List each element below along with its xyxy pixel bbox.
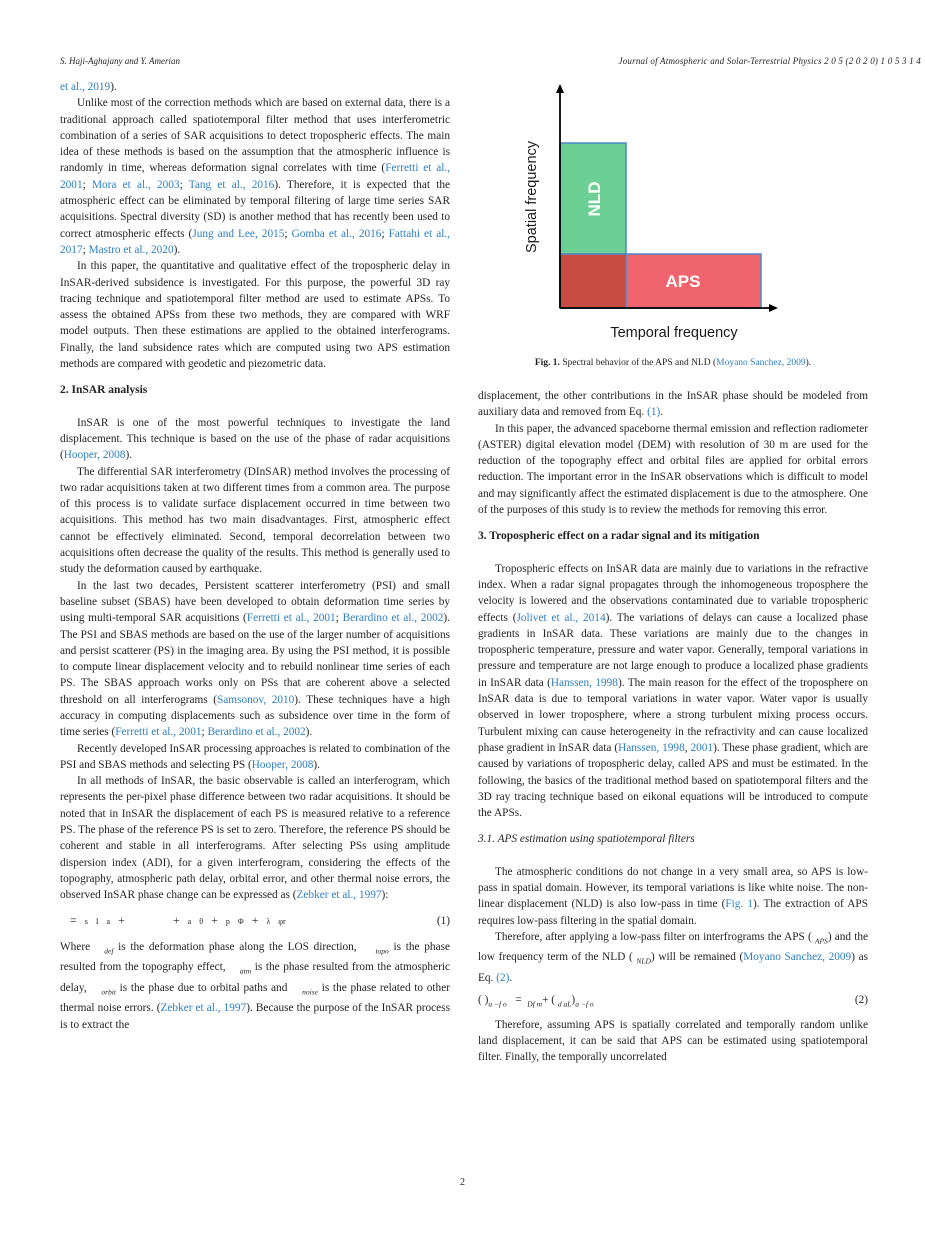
eq-term: a −f o (575, 999, 594, 1009)
citation-link[interactable]: Hooper, 2008 (251, 758, 314, 771)
text: is the phase due to orbital paths and (119, 981, 288, 994)
eq-symbol: + (172, 912, 180, 927)
right-column (478, 79, 868, 1066)
eq-term: a −f o (488, 999, 507, 1009)
citation-link[interactable]: Berardino et al., 2002 (207, 726, 306, 739)
paragraph (60, 578, 450, 741)
paragraph (60, 773, 450, 903)
paragraph (60, 95, 450, 258)
paragraph: The differential SAR interferometry (DInSAR) method involves the processing of two radar acquisitions taken at two different times from a common area. The purpose of this process is to validate surface displacement occurred in time between two acquisitions. This method has two main disadvantages. First, atmospheric effect cannot be effectively eliminated. Second, temporal decorrelation between two acquisitions often decrease the quality of the results. This method is generally used to study the deformation caused by earthquake. (60, 465, 450, 576)
text: , (684, 741, 691, 754)
y-axis-label: Spatial frequency (524, 140, 540, 254)
text: Where (60, 940, 91, 953)
figure-1 (478, 79, 868, 368)
left-column (60, 79, 450, 1033)
section-heading: 3. Tropospheric effect on a radar signal and its mitigation (478, 530, 760, 543)
equation-body (60, 912, 286, 930)
aps-label: APS (665, 272, 701, 291)
text: ; (335, 612, 343, 625)
figure-caption (478, 355, 868, 371)
paragraph (478, 388, 868, 421)
paragraph (60, 939, 450, 1033)
text: ). (110, 81, 117, 93)
text: ). (173, 243, 181, 256)
citation-link[interactable]: Zebker et al., 1997 (296, 889, 382, 902)
citation-link[interactable]: Jung and Lee, 2015 (192, 227, 285, 240)
text: ; (381, 227, 389, 240)
text: In the last two decades, Persistent scatterer interferometry (PSI) and small baseline subset (SBAS) have been developed to obtain deformation time series by using multi-temporal SAR acquisitions ( (60, 579, 450, 625)
eq-term: s I a (84, 916, 111, 926)
page-number: 2 (460, 1177, 465, 1188)
caption-label: Fig. 1. (534, 358, 560, 368)
text: ; (82, 243, 89, 256)
symbol-subscript: topo (375, 946, 389, 956)
citation-link[interactable]: Mastro et al., 2020 (88, 243, 174, 256)
text: ). These phase gradient, which are caused by variations of tropospheric delay, called APS and must be estimated. In the following, the basics of the traditional method based on spatiotemporal filters and the 3D ray tracing technique based on eikonal equations will be introduced to compute the APSs. (478, 741, 868, 820)
paragraph: In this paper, the advanced spaceborne thermal emission and reflection radiometer (ASTER) digital elevation model (DEM) with resolution of 30 m are used for the reduction of the topography effect and orbital files are applied for orbital errors reduction. The important error in the InSAR observations which is difficult to model and may significantly affect the estimated displacement is due to the atmosphere. One of the purposes of this study is to review the methods for removing this error. (478, 422, 868, 517)
eq-symbol: + ( (542, 994, 556, 1007)
text: Unlike most of the correction methods which are based on external data, there is a traditional approach called spatiotemporal filter method that uses interferometric combination of a series of SAR acquisitions to detect tropospheric effects. The main idea of these methods is based on the assumption that the atmospheric influence is randomly in time, whereas deformation signal correlates with time ( (60, 97, 450, 175)
text: InSAR is one of the most powerful techniques to investigate the land displacement. This technique is based on the use of the phase of radar acquisitions ( (60, 416, 450, 462)
text: ; (201, 726, 208, 739)
equation-number: (2) (854, 994, 868, 1007)
figure-link[interactable]: Fig. 1 (725, 898, 753, 911)
symbol-subscript: atm (239, 966, 252, 976)
paragraph (478, 929, 868, 986)
equation-number: (1) (436, 914, 450, 927)
citation-link[interactable]: et al., 2019 (60, 81, 111, 93)
spectral-diagram (478, 79, 868, 349)
citation-link[interactable]: Moyano Sanchez, 2009 (716, 358, 806, 368)
text: ). These techniques have a high accuracy in computing displacements such as subsidence over time in the form of time series ( (60, 693, 451, 739)
citation-link[interactable]: Hanssen, 1998 (550, 676, 618, 689)
citation-link[interactable]: Hanssen, 1998 (618, 741, 685, 754)
section-heading: 2. InSAR analysis (60, 384, 148, 397)
text: is the phase resulted from the atmospheric delay, (60, 961, 450, 994)
text: ). The extraction of APS requires low-pass filtering in the spatial domain. (478, 898, 868, 927)
text: In all methods of InSAR, the basic observable is called an interferogram, which represents the per-pixel phase difference between two radar acquisitions. It should be noted that in InSAR the displacement of each PS is measured relative to a reference PS. The phase of the reference PS is set to zero. Therefore, the reference PS should be coherent and stable in all interferograms. After selecting PSs using amplitude dispersion index (ADI), for a given interferogram, considering the effects of the topography, atmospheric path delay, orbital error, and other thermal noise errors, the observed InSAR phase change can be expressed as ( (60, 775, 450, 902)
citation-link[interactable]: Hooper, 2008 (63, 449, 126, 462)
equation-link[interactable]: (1) (647, 406, 661, 419)
citation-link[interactable]: Moyano Sanchez, 2009 (743, 951, 852, 964)
eq-term: λ φr (266, 916, 286, 926)
text: ). Because the purpose of the InSAR process is to extract the (60, 1002, 450, 1031)
text: displacement, the other contributions in the InSAR phase should be modeled from auxiliary data and removed from Eq. (478, 390, 868, 419)
eq-symbol: + (118, 912, 125, 927)
eq-symbol: + (211, 912, 218, 927)
paragraph (478, 561, 868, 822)
paragraph: Therefore, assuming APS is spatially correlated and temporally random unlike land displacement, it can be said that APS can be estimated using spatiotemporal filter. Finally, the temporally uncorrelated (478, 1018, 868, 1064)
citation-link[interactable]: Gomba et al., 2016 (291, 227, 382, 240)
paragraph (60, 741, 450, 774)
x-axis-label: Temporal frequency (610, 325, 738, 341)
citation-link[interactable]: Jolivet et al., 2014 (516, 611, 606, 624)
text: is the phase related to other thermal noise errors. ( (60, 981, 450, 1015)
text: ). Therefore, it is expected that the atmospheric effect can be eliminated by temporal filtering of large time series SAR acquisitions. Spectral diversity (SD) is another method that has recently been used to correct atmospheric effects ( (60, 178, 450, 240)
citation-link[interactable]: Ferretti et al., 2001 (115, 726, 202, 739)
eq-symbol: = (515, 994, 522, 1007)
citation-link[interactable]: Ferretti et al., 2001 (60, 162, 451, 191)
eq-term: a θ (187, 916, 204, 926)
equation-link[interactable]: (2) (496, 972, 510, 984)
text: ). The PSI and SBAS methods are based on the use of the larger number of acquisitions and persist scatterer (PS) in the imaging area. By using the PSI method, it is possible to compute linear displacement velocity and to rebuild nonlinear time series of each PS. The SBAS approach works only on PSs that are coherent above a selected threshold on all interferograms ( (60, 612, 450, 706)
text: ). (125, 449, 133, 462)
eq-symbol: ) (571, 994, 576, 1007)
citation-link[interactable]: Fattahi et al., 2017 (60, 227, 451, 256)
eq-term: d aL (557, 999, 572, 1009)
text: ). (305, 726, 313, 739)
text: . (509, 972, 513, 984)
text: ). (313, 758, 321, 771)
eq-symbol: = (70, 912, 77, 927)
equation-body (478, 992, 594, 1013)
text: ) as Eq. (478, 951, 868, 984)
running-header-authors: S. Haji-Aghajany and Y. Amerian (60, 56, 181, 66)
symbol-subscript: APS (814, 936, 828, 946)
equation-2 (478, 992, 868, 1013)
x-axis-arrow (769, 304, 778, 312)
text: ) will be remained ( (650, 951, 744, 964)
text: is the phase resulted from the topography effect, (60, 940, 450, 974)
symbol-subscript: orbit (101, 987, 116, 997)
eq-symbol: ( ) (478, 994, 489, 1007)
text: ; (284, 227, 292, 240)
citation-link[interactable]: 2001 (690, 741, 714, 754)
text: . (660, 406, 664, 419)
citation-link[interactable]: Ferretti et al., 2001 (246, 612, 336, 625)
y-axis-arrow (556, 84, 564, 93)
citation-link[interactable]: Zebker et al., 1997 (160, 1002, 247, 1015)
text: ; (179, 178, 189, 191)
citation-link[interactable]: Berardino et al., 2002 (342, 612, 444, 625)
overlap-region (560, 254, 626, 308)
text: is the deformation phase along the LOS direction, (118, 940, 357, 953)
eq-symbol: + (251, 912, 259, 927)
paragraph (478, 864, 868, 929)
paragraph (60, 79, 450, 95)
text: ) and the low frequency term of the NLD ( (478, 930, 869, 964)
equation-1 (60, 912, 450, 930)
subsection-heading: 3.1. APS estimation using spatiotemporal filters (478, 833, 695, 846)
symbol-subscript: def (104, 946, 114, 956)
running-header-journal: Journal of Atmospheric and Solar-Terrestrial Physics 2 0 5 (2 0 2 0) 1 0 5 3 1 4 (618, 56, 921, 66)
paragraph (60, 415, 450, 464)
text: ; (82, 178, 92, 191)
paragraph: In this paper, the quantitative and qualitative effect of the tropospheric delay in InSAR-derived subsidence is investigated. For this purpose, the powerful 3D ray tracing technique and spatiotemporal filter method are used to estimate APSs. To assess the obtained APSs from these two methods, they are compared with WRF model outputs. Then these estimations are applied to the obtained interferograms. Finally, the land subsidence rates which are computed using two APS estimation methods are compared with geodetic and piezometric data. (60, 260, 450, 371)
citation-link[interactable]: Samsonov, 2010 (217, 693, 295, 706)
text: Spectral behavior of the APS and NLD ( (562, 358, 717, 368)
nld-label: NLD (585, 181, 604, 217)
text: ). (805, 358, 812, 368)
text: ). The variations of delays can cause a localized phase gradients in InSAR data. These variations are mainly due to the changes in tropospheric temperature, pressure and water vapor. Generally, temporal variations in pressure and temperature are not large enough to produce a localized phase gradients in InSAR data ( (478, 611, 868, 689)
text: The atmospheric conditions do not change in a very small area, so APS is low-pass in spatial domain. However, its temporal variations is like white noise. The non-linear displacement (NLD) is also low-pass in time ( (478, 865, 868, 911)
symbol-subscript: noise (302, 987, 318, 997)
eq-term: p Φ (225, 916, 244, 926)
symbol-subscript: NLD (636, 956, 651, 966)
eq-term: Df m (527, 999, 543, 1009)
citation-link[interactable]: Tang et al., 2016 (188, 178, 275, 191)
text: ): (381, 889, 389, 902)
text: Tropospheric effects on InSAR data are mainly due to variations in the refractive index. When a radar signal propagates through the inhomogeneous troposphere the velocity is lowered and the observations contaminated due to variable tropospheric effects ( (478, 562, 868, 624)
text: Therefore, after applying a low-pass filter on interfrograms the APS ( (495, 930, 812, 943)
text: ). The main reason for the effect of the troposphere on InSAR data is due to temporal variations in water vapor. Water vapor is usually observed in lower troposphere, where a strong turbulent mixing process occurs. Turbulent mixing can cause heterogeneity in the refractivity and can cause localized phase gradient in InSAR data ( (478, 676, 868, 754)
text: Recently developed InSAR processing approaches is related to combination of the PSI and SBAS methods and selecting PS ( (60, 742, 450, 771)
citation-link[interactable]: Mora et al., 2003 (91, 178, 180, 191)
